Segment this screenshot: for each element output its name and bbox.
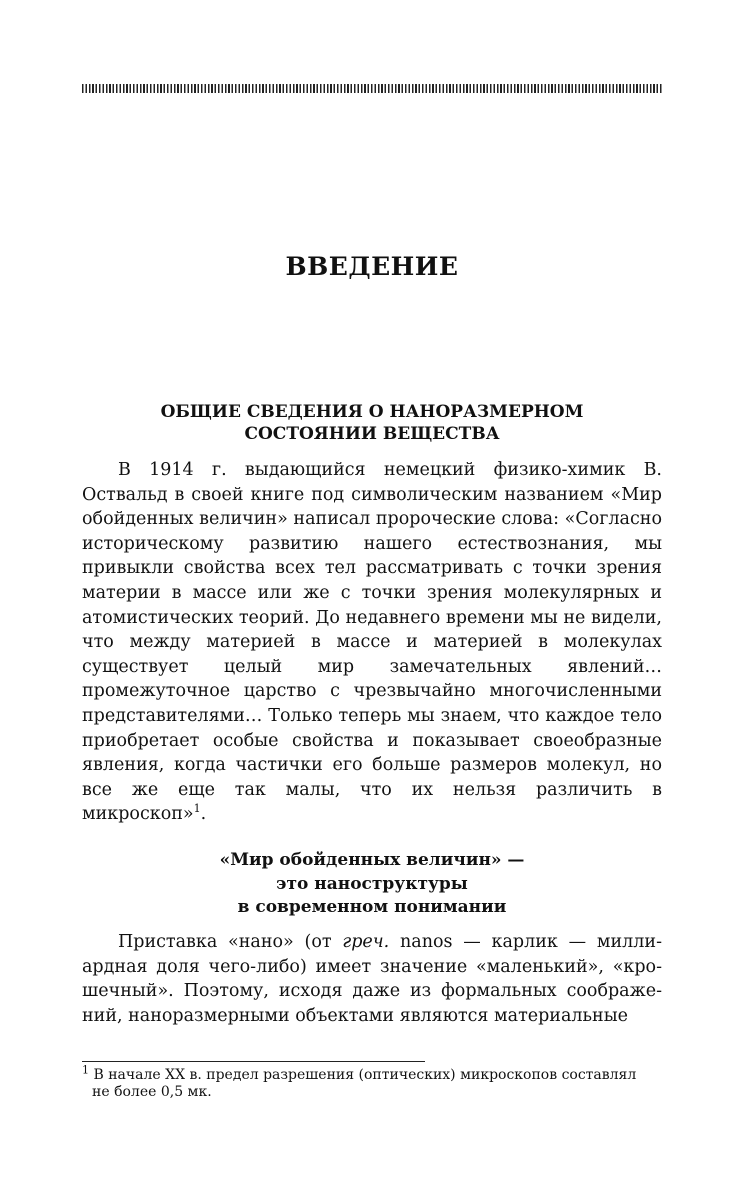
- footnote-line-2: не более 0,5 мк.: [92, 1084, 212, 1100]
- footnote-marker: 1: [82, 1063, 89, 1077]
- footnote-divider: [82, 1061, 425, 1062]
- paragraph-1-text: В 1914 г. выдающийся немецкий физико-химик В. Оствальд в своей книге под символическим названием «Мир обойденных величин» написал пророческие слова: «Согласно историческому развитию нашего естествознания, мы привыкли свойства всех тел рассматривать с точки зрения материи в массе или же с точки зрения молекулярных и атомистических теорий. До недавнего времени мы не видели, что между материей в массе и материей в молекулах существует целый мир замечательных явлений… промежуточное царство с чрезвычайно многочисленными представителями… Только теперь мы знаем, что каждое тело приобретает особые свойства и показывает своеобразные явления, когда частички его больше размеров молекул, но все же еще так малы, что их нельзя различить в микроскоп»: [82, 460, 662, 825]
- subsection-title: [82, 849, 662, 920]
- paragraph-2-italic-abbrev: греч.: [342, 932, 390, 952]
- section-title-line-1: ОБЩИЕ СВЕДЕНИЯ О НАНОРАЗМЕРНОМ: [160, 402, 584, 422]
- paragraph-1: В 1914 г. выдающийся немецкий физико-химик В. Оствальд в своей книге под символическим названием «Мир обойденных величин» написал пророческие слова: «Согласно историческому развитию нашего естествознания, мы привыкли свойства всех тел рассматривать с точки зрения материи в массе или же с точки зрения молекулярных и атомистических теорий. До недавнего времени мы не видели, что между материей в массе и материей в молекулах существует целый мир замечательных явлений… промежуточное царство с чрезвычайно многочисленными представителями… Только теперь мы знаем, что каждое тело приобретает особые свойства и показывает своеобразные явления, когда частички его больше размеров молекул, но все же еще так малы, что их нельзя различить в микроскоп»$^1$.: [82, 460, 662, 825]
- section-title: [82, 401, 662, 445]
- footnote-reference: 1: [193, 802, 201, 816]
- subsection-title-line-2: это наноструктуры: [276, 873, 468, 894]
- page-title: ВВЕДЕНИЕ: [285, 252, 459, 281]
- paragraph-2-text-b: nanos — карлик — миллиардная доля чего-либо) имеет значение «маленький», «крошечный». Поэтому, исходя даже из формальных соображений, наноразмерными объектами являются материальные: [82, 932, 662, 1026]
- subsection-title-line-1: «Мир обойденных величин» —: [219, 850, 525, 870]
- paragraph-2: [82, 930, 662, 1028]
- top-decorative-rule: [82, 84, 662, 93]
- section-title-line-2: СОСТОЯНИИ ВЕЩЕСТВА: [244, 424, 500, 444]
- footnote: [82, 1063, 662, 1101]
- subsection-title-line-3: в современном понимании: [237, 897, 507, 917]
- paragraph-2-text-a: Приставка «нано» (от: [118, 932, 343, 952]
- footnote-line-1: В начале XX в. предел разрешения (оптических) микроскопов составлял: [89, 1067, 637, 1083]
